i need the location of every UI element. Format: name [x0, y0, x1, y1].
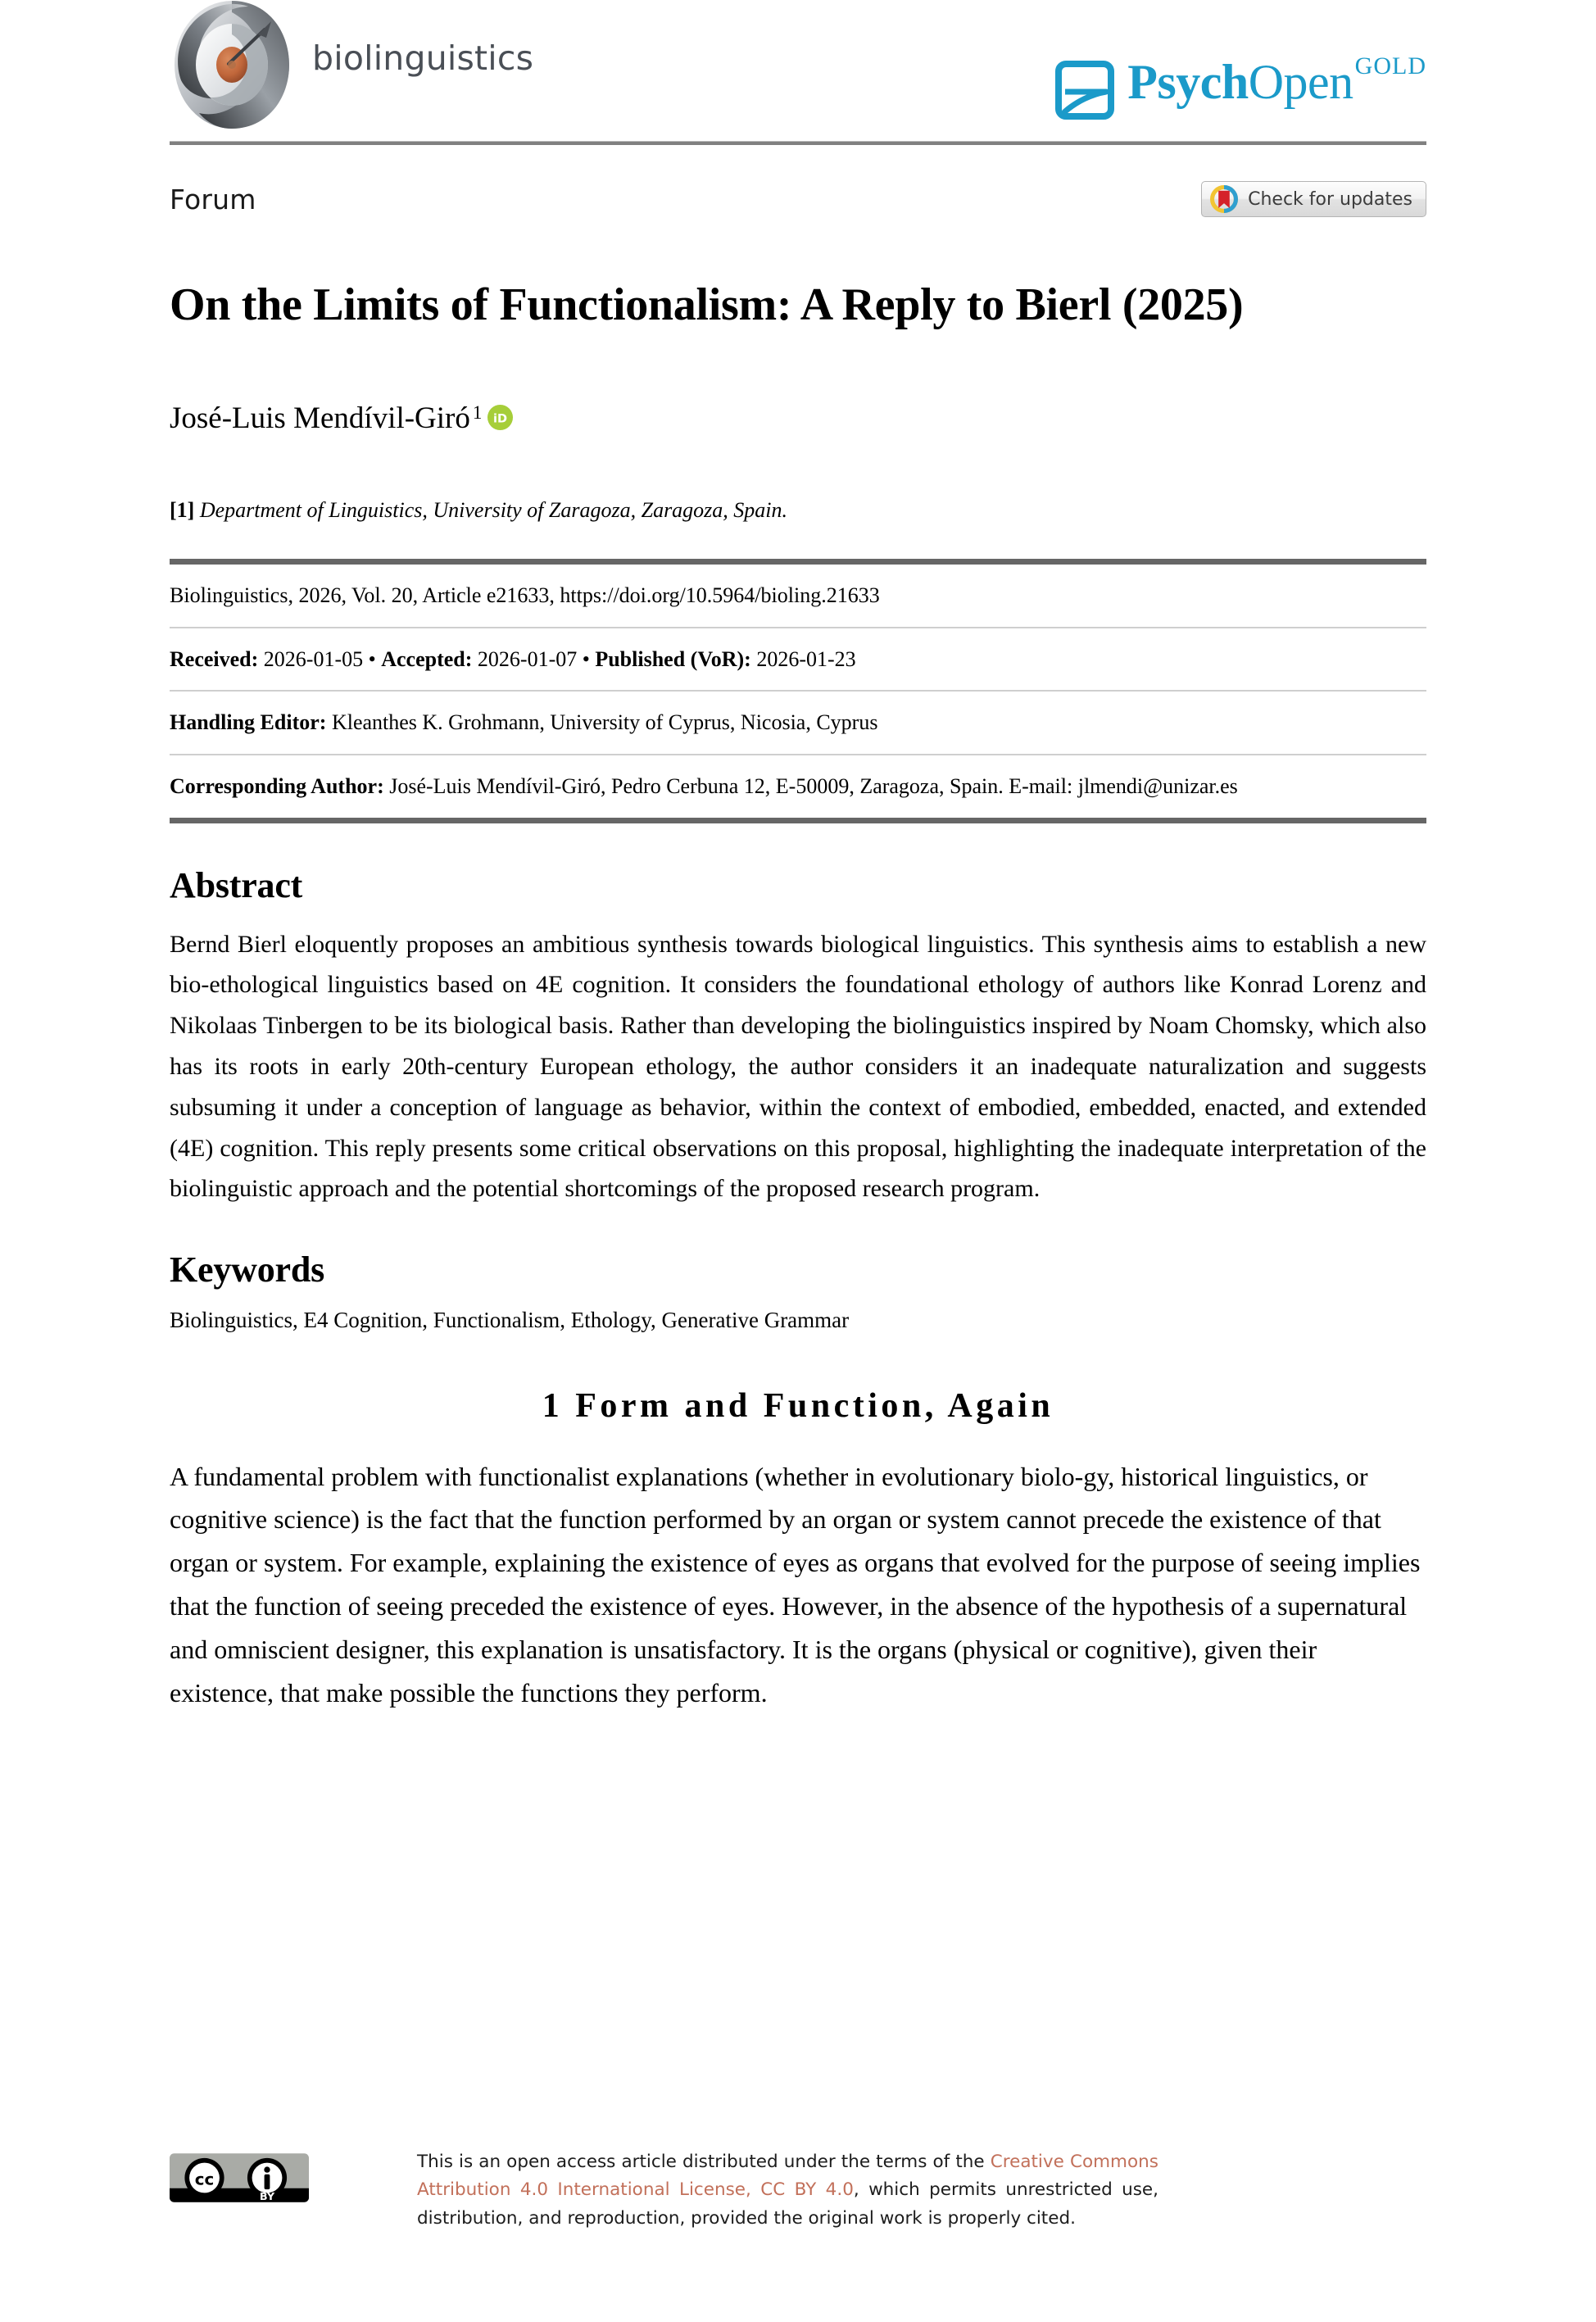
accepted-label: Accepted:: [381, 646, 473, 671]
received-label: Received:: [170, 646, 259, 671]
license-text: [417, 2148, 1158, 2234]
publisher-logo[interactable]: [1055, 52, 1426, 131]
received-value: 2026-01-05: [263, 646, 364, 671]
license-link[interactable]: Creative Commons Attribution 4.0 International License, CC BY 4.0: [417, 2151, 1158, 2201]
keywords-text: Biolinguistics, E4 Cognition, Functionalism, Ethology, Generative Grammar: [170, 1308, 850, 1333]
article-type-row: [170, 175, 1426, 224]
published-value: 2026-01-23: [756, 646, 856, 671]
handling-editor-label: Handling Editor:: [170, 710, 327, 735]
author-affiliation-mark: 1: [472, 402, 483, 424]
accepted-value: 2026-01-07: [477, 646, 578, 671]
license-text-after: , which permits unrestricted use, distribution, and reproduction, provided the original work is properly cited.: [417, 2179, 1158, 2229]
publisher-tier: GOLD: [1354, 52, 1426, 79]
journal-wordmark: biolinguistics: [312, 38, 534, 78]
license-text-before: This is an open access article distributed under the terms of the: [417, 2151, 991, 2172]
orcid-id-icon[interactable]: [487, 403, 513, 429]
masthead: [170, 0, 1426, 131]
keywords-heading: Keywords: [170, 1249, 325, 1290]
crossmark-bookmark-icon: [1210, 185, 1238, 213]
metadata-bottom-rule: [170, 818, 1426, 823]
citation-text: Biolinguistics, 2026, Vol. 20, Article e21633, https://doi.org/10.5964/bioling.21633: [170, 583, 880, 607]
section-1-heading: 1 Form and Function, Again: [542, 1386, 1054, 1425]
article-type-label: Forum: [170, 183, 256, 215]
dates-separator-2: •: [577, 646, 596, 671]
affiliation-text: Department of Linguistics, University of Zaragoza, Zaragoza, Spain.: [199, 498, 788, 523]
svg-text:BY: BY: [259, 2190, 275, 2202]
license-footer: [170, 2148, 1426, 2234]
dates-separator-1: •: [363, 646, 382, 671]
journal-logo[interactable]: [170, 0, 533, 131]
dates-row: [170, 628, 1426, 691]
creative-commons-by-badge-icon[interactable]: [170, 2153, 309, 2202]
section-1-paragraph: A fundamental problem with functionalist explanations (whether in evolutionary biolo-gy, historical linguistics, or cognitive science) is the fact that the function performed by an organ or system cannot precede the existence of that organ or system. For example, explaining the existence of eyes as organs that evolved for the purpose of seeing implies that the function of seeing preceded the existence of eyes. However, in the absence of the hypothesis of a supernatural and omniscient designer, this explanation is unsatisfactory. It is the organs (physical or cognitive), given their existence, that make possible the functions they perform.: [170, 1461, 1421, 1707]
affiliations: [170, 496, 1426, 525]
check-for-updates-label: Check for updates: [1248, 188, 1412, 210]
svg-text:cc: cc: [194, 2170, 215, 2189]
handling-editor-row: [170, 692, 1426, 754]
citation-row: [170, 565, 1426, 627]
svg-text:iD: iD: [493, 412, 508, 426]
page-title: On the Limits of Functionalism: A Reply to Bierl (2025): [170, 279, 1244, 330]
abstract-heading: Abstract: [170, 864, 303, 905]
author-name: José-Luis Mendívil-Giró: [170, 401, 470, 436]
publisher-name-regular: Open: [1248, 55, 1353, 109]
handling-editor-value: Kleanthes K. Grohmann, University of Cyprus, Nicosia, Cyprus: [331, 710, 878, 735]
publisher-name-bold: Psych: [1127, 55, 1249, 109]
corresponding-author-row: [170, 755, 1426, 818]
corresponding-author-value: José-Luis Mendívil-Giró, Pedro Cerbuna 12, E-50009, Zaragoza, Spain. E-mail: jlmendi@unizar.es: [389, 773, 1238, 798]
psychopen-square-curve-logo-icon: [1055, 61, 1114, 120]
abstract-text: Bernd Bierl eloquently proposes an ambitious synthesis towards biological linguistics. This synthesis aims to establish a new bio-ethological linguistics based on 4E cognition. It considers the foundational ethology of authors like Konrad Lorenz and Nikolaas Tinbergen to be its biological basis. Rather than developing the biolinguistics inspired by Noam Chomsky, which also has its roots in early 20th-century European ethology, the author considers it an inadequate naturalization and suggests subsuming it under a conception of language as behavior, within the context of embodied, embedded, enacted, and extended (4E) cognition. This reply presents some critical observations on this proposal, highlighting the inadequate interpretation of the biolinguistic approach and the potential shortcomings of the proposed research program.: [170, 930, 1426, 1203]
check-for-updates-button[interactable]: [1201, 181, 1426, 217]
metadata-top-rule: [170, 559, 1426, 565]
header-divider: [170, 141, 1426, 145]
corresponding-author-label: Corresponding Author:: [170, 773, 384, 798]
published-label: Published (VoR):: [595, 646, 751, 671]
publisher-wordmark: [1127, 52, 1426, 109]
article-metadata-block: [170, 559, 1426, 823]
affiliation-number: [1]: [170, 498, 195, 523]
biolinguistics-spiral-logo-icon: [170, 0, 294, 131]
author-line: [170, 401, 1426, 437]
